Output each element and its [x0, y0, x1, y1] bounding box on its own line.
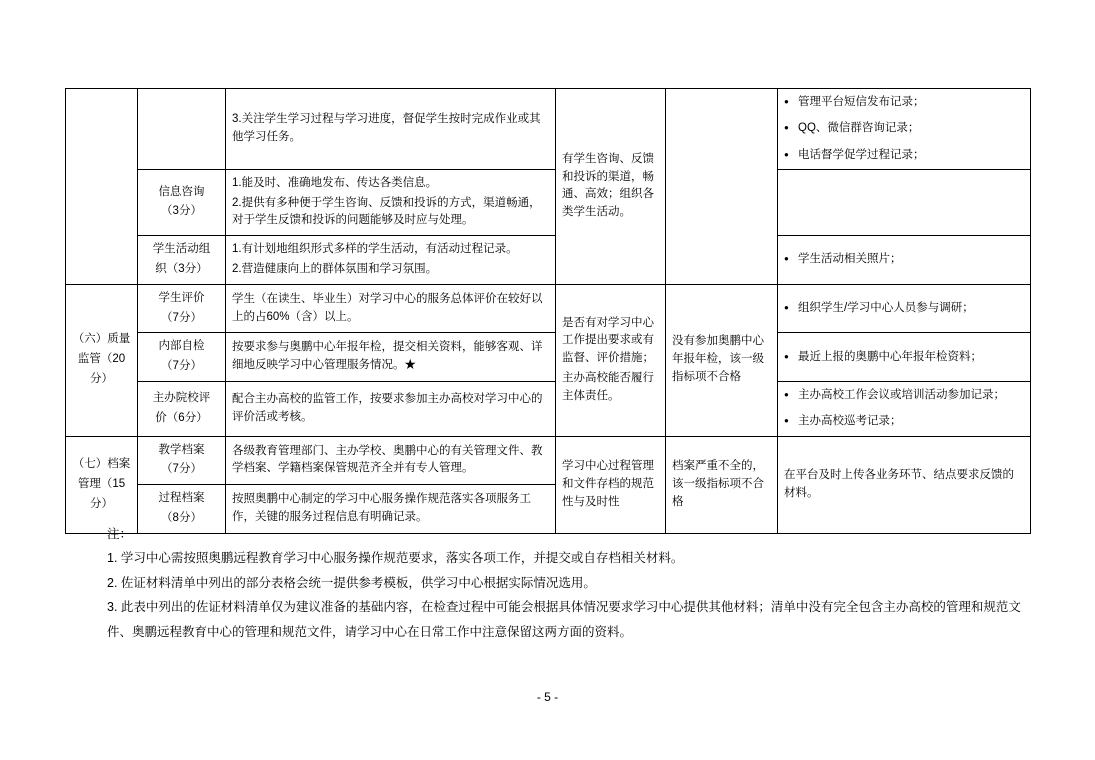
- materials-list: [784, 387, 1024, 431]
- cell-standard: 有学生咨询、反馈和投诉的渠道，畅通、高效；组织各类学生活动。: [556, 89, 666, 285]
- list-item: ● 主办高校巡考记录；: [784, 413, 1024, 430]
- cell-item: [138, 89, 226, 170]
- cell-fail: 档案严重不全的，该一级指标项不合格: [666, 436, 778, 533]
- cell-fail: [666, 89, 778, 285]
- cell-category: [66, 284, 138, 436]
- materials-list: [784, 251, 1024, 268]
- item-name: 学生评价: [158, 291, 205, 304]
- item-name: 教学档案: [158, 443, 205, 456]
- item-name: 主办院校评: [152, 392, 211, 404]
- category-line: （六）质量: [72, 333, 131, 346]
- category-line: 分）: [90, 373, 113, 386]
- cell-materials: [778, 284, 1031, 333]
- standard-lines: [562, 315, 659, 406]
- note-item: 2. 佐证材料清单中列出的部分表格会统一提供参考模板，供学习中心根据实际情况选用。: [107, 575, 596, 590]
- cell-desc: 3.关注学生学习过程与学习进度，督促学生按时完成作业或其他学习任务。: [226, 89, 556, 170]
- item-score: （7分）: [161, 311, 202, 324]
- cell-standard: 学习中心过程管理和文件存档的规范性与及时性: [556, 436, 666, 533]
- desc-line: 2.提供有多种便于学生咨询、反馈和投诉的方式，渠道畅通，对于学生反馈和投诉的问题能够及时应与处理。: [232, 196, 541, 227]
- cell-materials: [778, 89, 1031, 170]
- note-item: 3. 此表中列出的佐证材料清单仅为建议准备的基础内容，在检查过程中可能会根据具体情况要求学习中心提供其他材料；清单中没有完全包含主办高校的管理和规范文件、奥鹏远程教育中心的管理和规范文件，请学习中心在日常工作中注意保留这两方面的资料。: [107, 600, 1021, 639]
- table-row: [66, 382, 1031, 437]
- table-row: [66, 284, 1031, 333]
- desc-line: 1.能及时、准确地发布、传达各类信息。: [232, 176, 438, 189]
- standard-line: 是否有对学习中心工作提出要求或有监督、评价措施；: [562, 316, 654, 365]
- desc-lines: [232, 175, 549, 230]
- item-score: 织（3分）: [155, 263, 208, 275]
- cell-materials: [778, 236, 1031, 285]
- item-name: 过程档案: [158, 492, 205, 505]
- cell-desc: 学生（在读生、毕业生）对学习中心的服务总体评价在较好以上的占60%（含）以上。: [226, 284, 556, 333]
- item-score: （7分）: [161, 360, 202, 373]
- cell-materials: [778, 169, 1031, 235]
- item-label: [144, 390, 219, 428]
- table-row: [66, 169, 1031, 235]
- desc-line: 2.营造健康向上的群体氛围和学习氛围。: [232, 263, 438, 275]
- list-item: ● 主办高校工作会议或培训活动参加记录；: [784, 387, 1024, 404]
- item-name: 内部自检: [158, 340, 205, 353]
- materials-list: [784, 94, 1024, 164]
- cell-item: [138, 236, 226, 285]
- notes-heading: 注：: [107, 527, 133, 541]
- list-item: ● 最近上报的奥鹏中心年报年检资料；: [784, 349, 1024, 366]
- note-item: 1. 学习中心需按照奥鹏远程教育学习中心服务操作规范要求，落实各项工作，并提交或自存档相关材料。: [107, 551, 684, 566]
- category-label: [72, 331, 131, 388]
- item-score: （7分）: [161, 463, 202, 476]
- item-name: 学生活动组: [152, 243, 211, 256]
- table-row: [66, 333, 1031, 382]
- cell-item: [138, 169, 226, 235]
- materials-list: [784, 300, 1024, 317]
- item-label: [144, 184, 219, 222]
- item-label: [144, 338, 219, 376]
- category-line: 分）: [90, 497, 113, 510]
- category-line: （七）档案: [72, 457, 131, 470]
- cell-desc: [226, 169, 556, 235]
- category-line: 监管（20: [77, 353, 126, 366]
- cell-category: [66, 436, 138, 533]
- cell-standard: [556, 284, 666, 436]
- cell-category: [66, 89, 138, 285]
- item-score: （3分）: [161, 205, 202, 218]
- list-item: ● 学生活动相关照片；: [784, 251, 1024, 268]
- list-item: ● 管理平台短信发布记录；: [784, 94, 1024, 111]
- list-item: ● QQ、微信群咨询记录；: [784, 120, 1024, 137]
- list-item: ● 电话督学促学过程记录；: [784, 147, 1024, 164]
- category-label: [72, 456, 131, 513]
- cell-desc: 按要求参与奥鹏中心年报年检，提交相关资料，能够客观、详细地反映学习中心管理服务情况。★: [226, 333, 556, 382]
- table-row: [66, 436, 1031, 485]
- cell-desc: 按照奥鹏中心制定的学习中心服务操作规范落实各项服务工作，关键的服务过程信息有明确记录。: [226, 485, 556, 534]
- materials-list: [784, 349, 1024, 366]
- desc-lines: [232, 241, 549, 279]
- notes-section: [65, 522, 1045, 644]
- item-name: 信息咨询: [158, 185, 205, 198]
- cell-fail: 没有参加奥鹏中心年报年检，该一级指标项不合格: [666, 284, 778, 436]
- cell-item: [138, 284, 226, 333]
- cell-materials: [778, 382, 1031, 437]
- list-item: ● 组织学生/学习中心人员参与调研；: [784, 300, 1024, 317]
- table-row: [66, 236, 1031, 285]
- cell-desc: 各级教育管理部门、主办学校、奥鹏中心的有关管理文件、教学档案、学籍档案保管规范齐全并有专人管理。: [226, 436, 556, 485]
- item-label: [144, 241, 219, 279]
- item-label: [144, 442, 219, 480]
- item-score: 价（6分）: [155, 411, 208, 424]
- table-row: [66, 89, 1031, 170]
- item-score: （8分）: [161, 512, 202, 524]
- cell-materials: 在平台及时上传各业务环节、结点要求反馈的材料。: [778, 436, 1031, 533]
- category-line: 管理（15: [77, 477, 126, 490]
- evaluation-table: [65, 88, 1031, 534]
- desc-line: 1.有计划地组织形式多样的学生活动，有活动过程记录。: [232, 243, 518, 256]
- page-number: - 5 -: [536, 690, 559, 704]
- cell-materials: [778, 333, 1031, 382]
- cell-item: [138, 333, 226, 382]
- cell-item: [138, 436, 226, 485]
- cell-item: [138, 382, 226, 437]
- standard-line: 主办高校能否履行主体责任。: [562, 372, 654, 402]
- item-label: [144, 290, 219, 328]
- cell-desc: [226, 236, 556, 285]
- cell-desc: 配合主办高校的监管工作，按要求参加主办高校对学习中心的评价活或考核。: [226, 382, 556, 437]
